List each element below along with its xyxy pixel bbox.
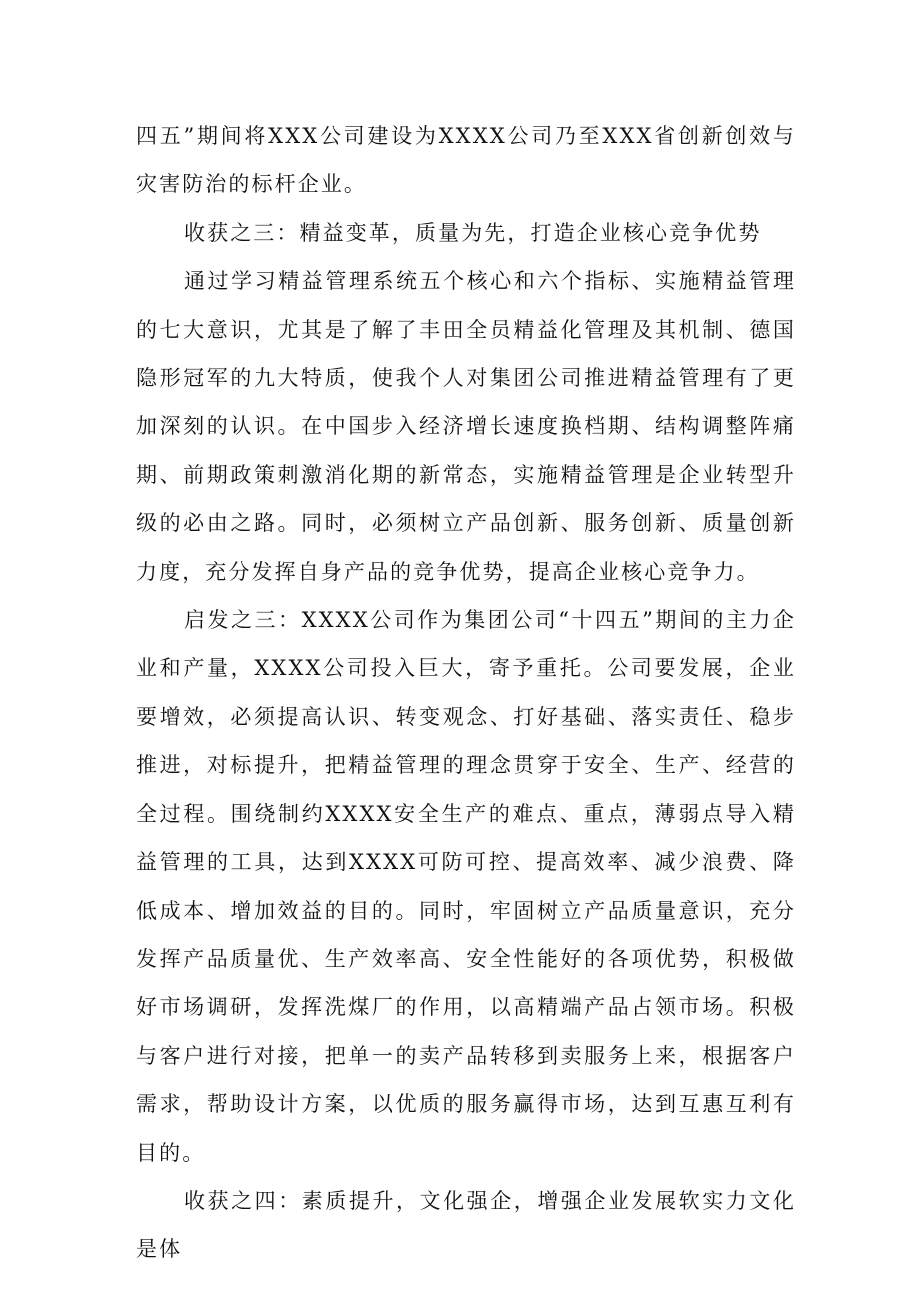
paragraph-inspiration-3: 启发之三：XXXX公司作为集团公司“十四五”期间的主力企业和产量，XXXX公司投入巨大，寄予重托。公司要发展，企业要增效，必须提高认识、转变观念、打好基础、落实责任、稳步推进，对标提升，把精益管理的理念贯穿于安全、生产、经营的全过程。围绕制约XXXX安全生产的难点、重点，薄弱点导入精益管理的工具，达到XXXX可防可控、提高效率、减少浪费、降低成本、增加效益的目的。同时，牢固树立产品质量意识，充分发挥产品质量优、生产效率高、安全性能好的各项优势，积极做好市场调研，发挥洗煤厂的作用，以高精端产品占领市场。积极与客户进行对接，把单一的卖产品转移到卖服务上来，根据客户需求，帮助设计方案，以优质的服务赢得市场，达到互惠互利有目的。 (136, 608, 796, 1165)
document-body (136, 112, 796, 1274)
paragraph-lean-management: 通过学习精益管理系统五个核心和六个指标、实施精益管理的七大意识，尤其是了解了丰田全员精益化管理及其机制、德国隐形冠军的九大特质，使我个人对集团公司推进精益管理有了更加深刻的认识。在中国步入经济增长速度换档期、结构调整阵痛期、前期政策刺激消化期的新常态，实施精益管理是企业转型升级的必由之路。同时，必须树立产品创新、服务创新、质量创新力度，充分发挥自身产品的竞争优势，提高企业核心竞争力。 (136, 269, 796, 584)
section-heading-harvest-4: 收获之四：素质提升，文化强企，增强企业发展软实力文化是体 (136, 1188, 796, 1262)
paragraph-continuation: 四五”期间将XXX公司建设为XXXX公司乃至XXX省创新创效与灾害防治的标杆企业。 (136, 124, 796, 197)
section-heading-harvest-3: 收获之三：精益变革，质量为先，打造企业核心竞争优势 (184, 220, 762, 245)
